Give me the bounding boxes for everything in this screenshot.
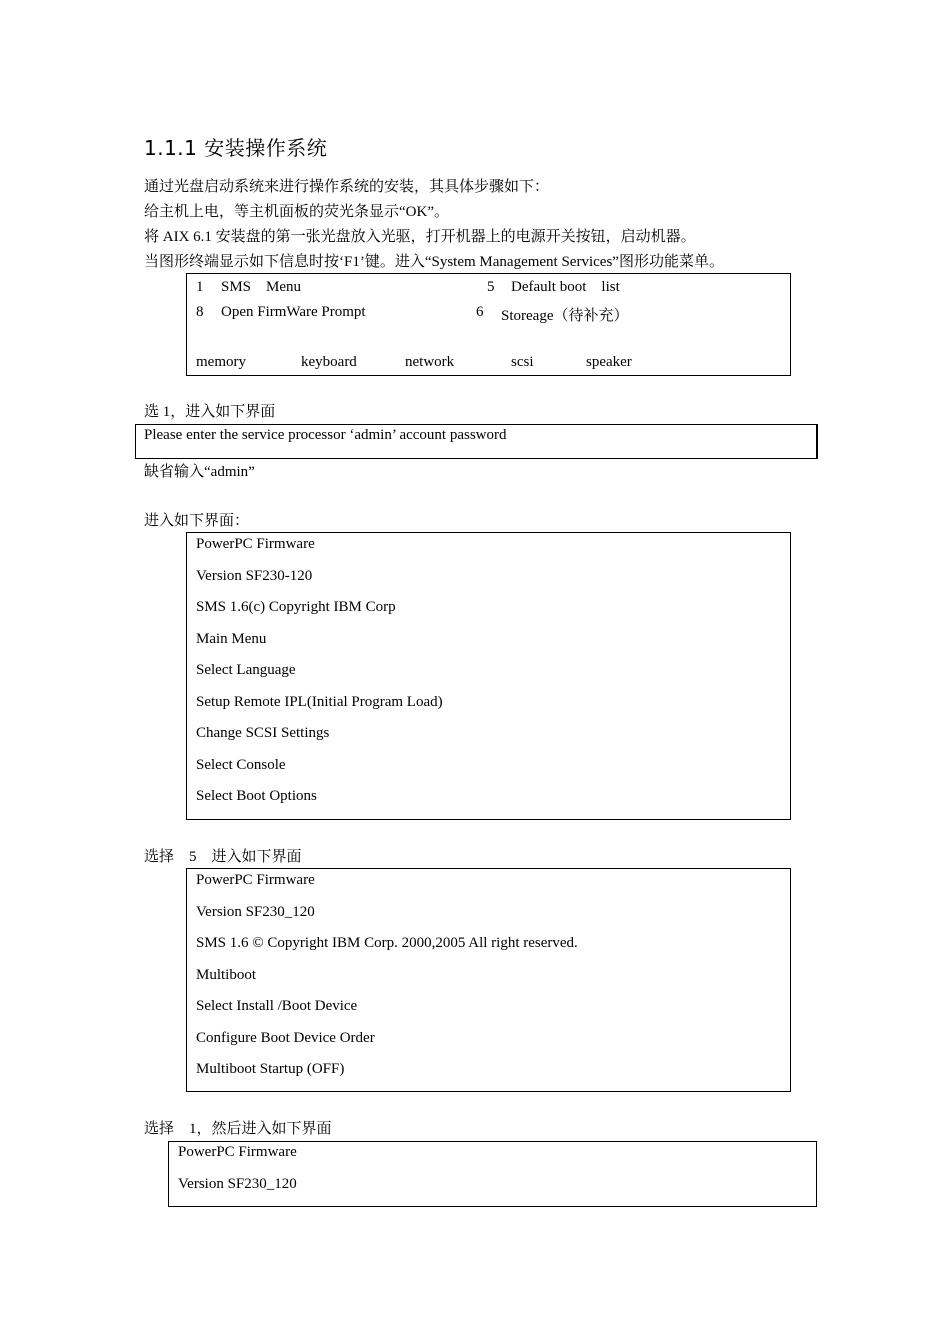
intro-paragraph: 将 AIX 6.1 安装盘的第一张光盘放入光驱，打开机器上的电源开关按钮，启动机器。 bbox=[144, 229, 696, 245]
section-heading: 1.1.1 安装操作系统 bbox=[144, 136, 328, 160]
device-label-speaker: speaker bbox=[586, 354, 632, 370]
step-caption: 选 1，进入如下界面 bbox=[144, 404, 276, 420]
menu-item-select-language: Select Language bbox=[196, 662, 296, 678]
firmware-title: PowerPC Firmware bbox=[196, 536, 315, 552]
menu-item-select-install-boot-device: Select Install /Boot Device bbox=[196, 998, 358, 1014]
menu-item-select-boot-options: Select Boot Options bbox=[196, 788, 317, 804]
copyright-line: SMS 1.6 © Copyright IBM Corp. 2000,2005 All right reserved. bbox=[196, 935, 578, 951]
firmware-version: Version SF230_120 bbox=[178, 1176, 297, 1192]
step-caption: 选择 1，然后进入如下界面 bbox=[144, 1121, 332, 1137]
step-caption: 进入如下界面： bbox=[144, 513, 250, 529]
menu-item-configure-boot-device-order: Configure Boot Device Order bbox=[196, 1030, 375, 1046]
firmware-title: PowerPC Firmware bbox=[178, 1144, 297, 1160]
device-label-scsi: scsi bbox=[511, 354, 534, 370]
menu-item-storage: Storeage（待补充） bbox=[501, 308, 629, 324]
device-label-memory: memory bbox=[196, 354, 246, 370]
menu-item-number: 5 bbox=[487, 279, 495, 295]
default-input-note: 缺省输入“admin” bbox=[144, 464, 255, 480]
sms-startup-box bbox=[186, 273, 791, 376]
intro-paragraph: 当图形终端显示如下信息时按‘F1’键。进入“System Management Services”图形功能菜单。 bbox=[144, 254, 724, 270]
firmware-version: Version SF230_120 bbox=[196, 904, 315, 920]
menu-title: Main Menu bbox=[196, 631, 267, 647]
menu-item-change-scsi-settings: Change SCSI Settings bbox=[196, 725, 330, 741]
device-label-keyboard: keyboard bbox=[301, 354, 357, 370]
device-label-network: network bbox=[405, 354, 455, 370]
menu-title: Multiboot bbox=[196, 967, 257, 983]
multiboot-menu-box bbox=[186, 868, 791, 1092]
menu-item-multiboot-startup: Multiboot Startup (OFF) bbox=[196, 1061, 345, 1077]
menu-item-number: 6 bbox=[476, 304, 484, 320]
menu-item-select-console: Select Console bbox=[196, 757, 286, 773]
copyright-line: SMS 1.6(c) Copyright IBM Corp bbox=[196, 599, 396, 615]
menu-item-setup-remote-ipl: Setup Remote IPL(Initial Program Load) bbox=[196, 694, 443, 710]
password-prompt-text: Please enter the service processor ‘admin’ account password bbox=[144, 427, 507, 443]
menu-item-sms: SMS Menu bbox=[221, 279, 302, 295]
menu-item-number: 1 bbox=[196, 279, 204, 295]
firmware-title: PowerPC Firmware bbox=[196, 872, 315, 888]
step-caption: 选择 5 进入如下界面 bbox=[144, 849, 302, 865]
sms-main-menu-box bbox=[186, 532, 791, 820]
install-device-box bbox=[168, 1141, 817, 1207]
password-prompt-box bbox=[135, 424, 818, 459]
firmware-version: Version SF230-120 bbox=[196, 568, 313, 584]
menu-item-open-firmware-prompt: Open FirmWare Prompt bbox=[221, 304, 366, 320]
intro-paragraph: 通过光盘启动系统来进行操作系统的安装，其具体步骤如下： bbox=[144, 179, 550, 195]
intro-paragraph: 给主机上电，等主机面板的荧光条显示“OK”。 bbox=[144, 204, 449, 220]
menu-item-number: 8 bbox=[196, 304, 204, 320]
menu-item-default-boot-list: Default boot list bbox=[511, 279, 620, 295]
